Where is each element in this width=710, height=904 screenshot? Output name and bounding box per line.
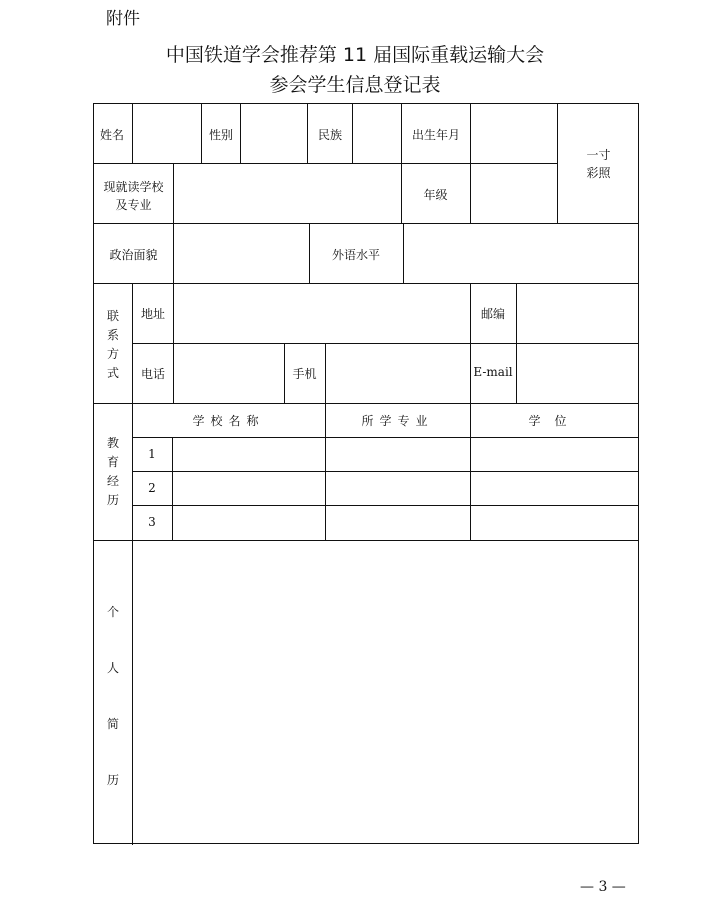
row-line [132,437,639,438]
grade-field[interactable] [472,165,556,222]
contact-char: 联 [106,309,119,323]
contact-char: 方 [106,347,119,361]
address-label: 地址 [141,307,166,321]
col-line [325,343,326,403]
form-title-line1: 中国铁道学会推荐第 11 届国际重载运输大会 [165,44,545,66]
edu-major-cell[interactable] [327,439,469,470]
postcode-field[interactable] [518,285,638,342]
row-line [94,403,639,404]
email-field[interactable] [518,345,638,402]
col-line [173,163,174,223]
edu-major-cell[interactable] [327,473,469,504]
school-major-label-line1: 现就读学校 [103,180,164,194]
edu-major-header: 所学专业 [361,414,434,428]
row-line [132,471,639,472]
address-field[interactable] [175,285,469,342]
row-line [132,505,639,506]
col-line [516,343,517,403]
form-title-line2: 参会学生信息登记表 [269,74,441,96]
edu-major-cell[interactable] [327,507,469,539]
col-line [132,104,133,163]
education-char: 经 [106,474,119,488]
mobile-field[interactable] [327,345,469,402]
name-label: 姓名 [100,128,125,142]
edu-school-cell[interactable] [174,473,324,504]
resume-field[interactable] [134,542,638,842]
ethnicity-field[interactable] [354,105,400,162]
phone-label: 电话 [141,367,166,381]
col-line [132,283,133,845]
political-status-label: 政治面貌 [109,248,158,262]
political-status-field[interactable] [175,225,308,282]
resume-char: 个 [106,605,119,619]
school-major-field[interactable] [175,165,400,222]
edu-degree-cell[interactable] [472,507,638,539]
ethnicity-label: 民族 [318,128,343,142]
postcode-label: 邮编 [480,307,505,321]
language-level-label: 外语水平 [331,248,380,262]
col-line [201,104,202,163]
school-major-label-line2: 及专业 [115,198,152,212]
grade-label: 年级 [423,188,448,202]
page-number: — 3 — [580,879,626,895]
resume-char: 简 [106,717,119,731]
education-label [103,434,123,510]
row-line [94,283,639,284]
col-line [401,104,402,223]
row-line [94,163,557,164]
edu-school-header: 学校名称 [192,414,265,428]
education-char: 育 [106,455,119,469]
education-char: 历 [106,493,119,507]
row-line [94,540,639,541]
attachment-label: 附件 [106,9,140,29]
edu-degree-cell[interactable] [472,473,638,504]
name-field[interactable] [134,105,200,162]
birth-field[interactable] [472,105,556,162]
contact-char: 式 [106,366,119,380]
col-line [172,437,173,540]
row-line [94,223,639,224]
mobile-label: 手机 [292,367,317,381]
col-line [240,104,241,163]
photo-field[interactable] [559,105,638,222]
photo-label-line2: 彩照 [586,166,611,180]
contact-char: 系 [106,328,119,342]
edu-row-number: 1 [148,447,156,461]
language-level-field[interactable] [405,225,638,282]
edu-degree-cell[interactable] [472,439,638,470]
registration-form [93,103,639,844]
col-line [516,283,517,343]
contact-label [103,307,123,383]
resume-char: 人 [106,661,119,675]
edu-degree-header: 学位 [528,414,581,428]
row-line [132,343,639,344]
col-line [307,104,308,163]
gender-field[interactable] [242,105,306,162]
photo-label-line1: 一寸 [586,148,611,162]
edu-row-number: 3 [148,515,156,529]
edu-school-cell[interactable] [174,507,324,539]
edu-row-number: 2 [148,481,156,495]
col-line [173,283,174,403]
col-line [173,223,174,283]
gender-label: 性别 [209,128,234,142]
col-line [403,223,404,283]
email-label: E-mail [473,365,513,379]
birth-label: 出生年月 [412,128,461,142]
edu-school-cell[interactable] [174,439,324,470]
education-char: 教 [106,436,119,450]
resume-char: 历 [106,773,119,787]
col-line [352,104,353,163]
phone-field[interactable] [175,345,283,402]
col-line [470,104,471,223]
